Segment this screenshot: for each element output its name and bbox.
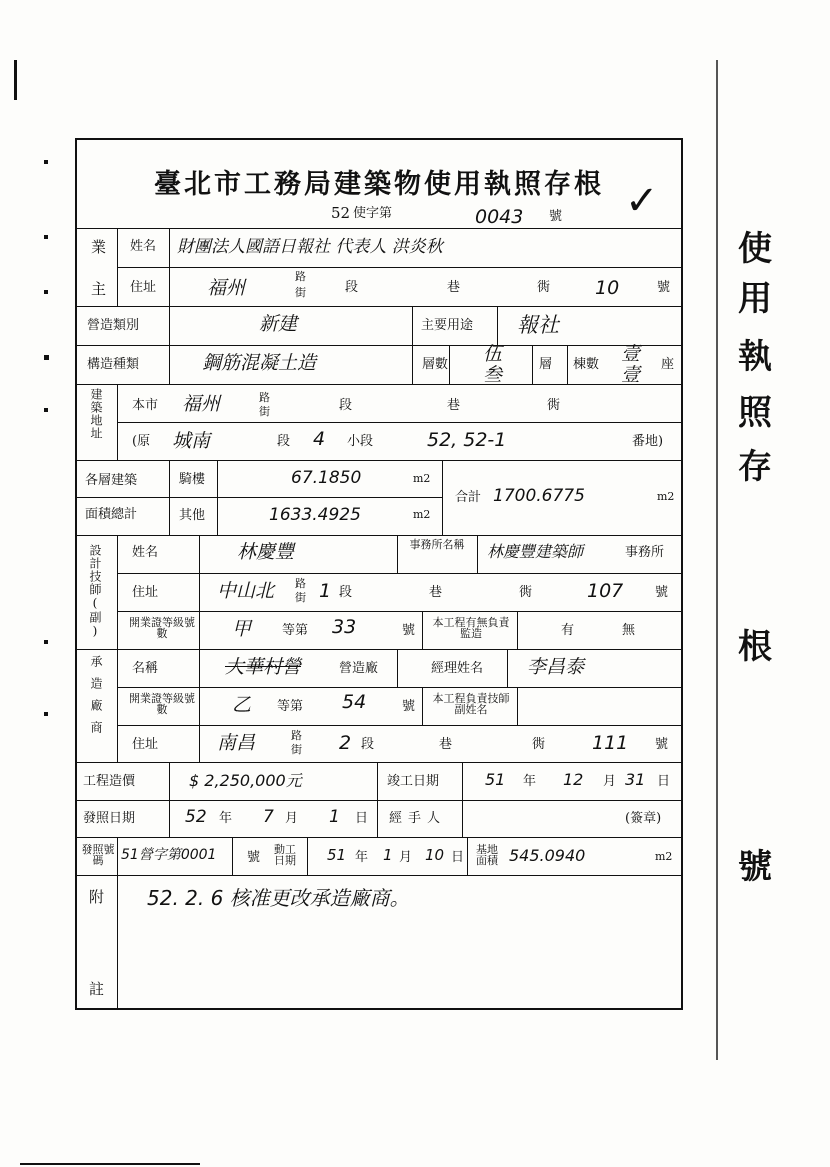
- owner-duan: 段: [345, 280, 359, 295]
- scan-mark: [44, 408, 48, 412]
- scan-mark: [44, 640, 48, 644]
- contractor-hao: 號: [655, 737, 669, 752]
- margin-char: 照: [738, 393, 772, 433]
- site-orig-label: (原: [132, 434, 151, 449]
- notes-label-bottom: 註: [89, 980, 105, 998]
- issue-m: 月: [285, 811, 299, 826]
- finish-y: 51: [485, 770, 506, 789]
- area-label-2: 面積總計: [85, 507, 138, 522]
- contractor-tech-label: 本工程負責技師副姓名: [432, 692, 510, 716]
- issue-m-value: 7: [263, 807, 274, 827]
- issue-y: 年: [219, 811, 233, 826]
- contractor-name-suffix: 營造廠: [339, 661, 379, 676]
- site-duan2-value: 4: [313, 428, 326, 450]
- start-m: 1: [383, 846, 393, 864]
- base-label: 基地面積: [476, 843, 498, 867]
- notes-value: 52. 2. 6 核准更改承造廠商。: [147, 886, 410, 910]
- start-d-unit: 日: [451, 850, 465, 865]
- total-label: 合計: [455, 490, 482, 505]
- seal-label: (簽章): [625, 811, 662, 826]
- designer-supervise-label: 本工程有無負責監造: [432, 616, 510, 640]
- owner-jie: 衖: [537, 280, 551, 295]
- designer-name-value: 林慶豐: [237, 541, 295, 563]
- designer-cert-no: 33: [332, 616, 357, 638]
- designer-cert-mid: 等第: [282, 623, 309, 638]
- margin-char: 存: [738, 447, 772, 487]
- scan-mark: [44, 235, 48, 239]
- designer-supervise-none: 無: [622, 623, 636, 638]
- total-unit: m2: [657, 490, 675, 503]
- site-label: 建築地址: [89, 388, 103, 440]
- designer-cert-label: 開業證等級號數: [129, 616, 195, 640]
- other-unit: m2: [413, 508, 431, 521]
- scan-mark: [20, 1163, 200, 1165]
- designer-jie: 衖: [519, 585, 533, 600]
- contractor-cert-mid: 等第: [277, 699, 304, 714]
- floors-value: 伍: [483, 343, 503, 365]
- contractor-manager-value: 李昌泰: [527, 656, 585, 678]
- issue-d: 日: [355, 811, 369, 826]
- finish-d: 31: [625, 770, 646, 789]
- build-use-value: 報社: [517, 313, 559, 337]
- issue-label: 發照日期: [83, 811, 136, 826]
- license-stub-form: [75, 138, 683, 1010]
- permit-value: 51營字第0001: [121, 847, 217, 863]
- contractor-addr-label: 住址: [132, 737, 159, 752]
- bldg-unit: 座: [661, 357, 675, 372]
- bldg-value-2: 壹: [621, 364, 641, 386]
- site-jie: 衖: [547, 398, 561, 413]
- designer-name-label: 姓名: [132, 545, 159, 560]
- contractor-name-value: 大華村營: [225, 656, 302, 678]
- designer-office-label: 事務所名稱: [409, 538, 465, 551]
- designer-office-suffix: 事務所: [625, 545, 665, 560]
- arcade-label: 騎樓: [179, 472, 206, 487]
- contractor-road: 路: [291, 729, 302, 742]
- contractor-addr-value: 南昌: [217, 732, 256, 754]
- contractor-name-label: 名稱: [132, 661, 159, 676]
- designer-duan-value: 1: [319, 580, 332, 602]
- designer-cert-grade: 甲: [232, 618, 252, 640]
- notes-label-top: 附: [89, 888, 105, 906]
- contractor-cert-hao: 號: [402, 699, 416, 714]
- permit-label: 發照號碼: [81, 843, 115, 867]
- margin-char: 號: [738, 847, 772, 887]
- designer-no-value: 107: [587, 580, 624, 602]
- contractor-duan: 段: [361, 737, 375, 752]
- owner-section-bottom: 主: [91, 280, 107, 298]
- check-mark-icon: ✓: [625, 178, 659, 224]
- site-orig-value: 城南: [172, 430, 211, 452]
- issue-d-value: 1: [329, 807, 340, 827]
- designer-cert-hao: 號: [402, 623, 416, 638]
- contractor-duan-value: 2: [339, 732, 352, 754]
- license-prefix: 52: [331, 204, 351, 222]
- owner-no-value: 10: [595, 277, 620, 299]
- contractor-jie: 衖: [532, 737, 546, 752]
- margin-char: 根: [738, 627, 772, 667]
- contractor-manager-label: 經理姓名: [431, 661, 484, 676]
- license-kind: 使字第: [353, 206, 393, 221]
- owner-addr-label: 住址: [130, 280, 157, 295]
- cost-label: 工程造價: [83, 774, 136, 789]
- start-y-unit: 年: [355, 850, 369, 865]
- scan-mark: [14, 60, 17, 100]
- cost-value: $ 2,250,000元: [189, 771, 302, 790]
- owner-hao: 號: [657, 280, 671, 295]
- total-value: 1700.6775: [493, 486, 585, 506]
- floor-unit: 層: [539, 357, 553, 372]
- designer-street: 街: [295, 591, 306, 604]
- contractor-cert-grade: 乙: [232, 694, 252, 716]
- owner-street: 街: [295, 286, 306, 299]
- start-m-unit: 月: [399, 850, 413, 865]
- designer-hao: 號: [655, 585, 669, 600]
- site-duan: 段: [339, 398, 353, 413]
- issue-y-value: 52: [185, 807, 207, 827]
- site-sub-duan: 小段: [347, 434, 374, 449]
- contractor-street: 街: [291, 743, 302, 756]
- scan-mark: [716, 60, 718, 1060]
- margin-char: 用: [738, 279, 772, 319]
- site-road-value: 福州: [182, 393, 221, 415]
- designer-office-value: 林慶豐建築師: [487, 542, 584, 561]
- contractor-cert-no: 54: [342, 691, 367, 713]
- bldg-value: 壹: [621, 343, 641, 365]
- scan-mark: [44, 712, 48, 716]
- other-value: 1633.4925: [269, 505, 361, 525]
- base-value: 545.0940: [509, 846, 586, 865]
- contractor-label: 承造廠商: [89, 655, 103, 743]
- build-type-value: 新建: [259, 313, 298, 335]
- owner-section-top: 業: [91, 238, 107, 256]
- contractor-cert-label: 開業證等級號數: [129, 692, 195, 716]
- floors-value-2: 叁: [483, 364, 503, 386]
- margin-char: 使: [738, 229, 772, 269]
- build-type-label: 營造類別: [87, 318, 140, 333]
- arcade-value: 67.1850: [291, 468, 362, 488]
- struct-value: 鋼筋混凝土造: [202, 352, 317, 374]
- designer-supervise-value: 有: [561, 623, 575, 638]
- contractor-no-value: 111: [592, 732, 629, 754]
- designer-addr-value: 中山北: [217, 580, 275, 602]
- build-use-label: 主要用途: [421, 318, 474, 333]
- owner-road: 路: [295, 270, 306, 283]
- scan-mark: [44, 355, 49, 360]
- struct-label: 構造種類: [87, 357, 140, 372]
- other-label: 其他: [179, 508, 206, 523]
- start-d: 10: [425, 846, 445, 864]
- finish-y-unit: 年: [523, 774, 537, 789]
- bldg-label: 棟數: [573, 357, 600, 372]
- form-title: 臺北市工務局建築物使用執照存根: [154, 169, 604, 200]
- site-xiang: 巷: [447, 398, 461, 413]
- arcade-unit: m2: [413, 472, 431, 485]
- site-lot-label: 番地): [632, 434, 664, 449]
- scan-mark: [44, 290, 48, 294]
- area-label-1: 各層建築: [85, 473, 138, 488]
- site-duan2: 段: [277, 434, 291, 449]
- scan-mark: [44, 160, 48, 164]
- license-suffix: 號: [549, 209, 563, 224]
- site-city-label: 本市: [132, 398, 159, 413]
- handler-label: 經手人: [389, 811, 447, 826]
- site-road: 路: [259, 391, 270, 404]
- finish-m: 12: [563, 770, 584, 789]
- designer-duan: 段: [339, 585, 353, 600]
- owner-name-label: 姓名: [130, 239, 157, 254]
- permit-hao: 號: [247, 850, 261, 865]
- designer-road: 路: [295, 577, 306, 590]
- contractor-xiang: 巷: [439, 737, 453, 752]
- site-lot-value: 52, 52-1: [427, 429, 507, 451]
- floors-label: 層數: [422, 357, 449, 372]
- owner-name-value: 財團法人國語日報社 代表人 洪炎秋: [177, 237, 443, 257]
- base-unit: m2: [655, 850, 673, 863]
- finish-m-unit: 月: [603, 774, 617, 789]
- margin-char: 執: [738, 337, 772, 377]
- designer-label: 設計技師(副): [88, 544, 102, 639]
- designer-xiang: 巷: [429, 585, 443, 600]
- finish-d-unit: 日: [657, 774, 671, 789]
- license-number: 0043: [475, 206, 524, 228]
- owner-addr-value: 福州: [207, 277, 246, 299]
- site-street: 街: [259, 405, 270, 418]
- finish-label: 竣工日期: [387, 774, 440, 789]
- start-label: 動工日期: [274, 843, 296, 867]
- owner-xiang: 巷: [447, 280, 461, 295]
- start-y: 51: [327, 846, 347, 864]
- designer-addr-label: 住址: [132, 585, 159, 600]
